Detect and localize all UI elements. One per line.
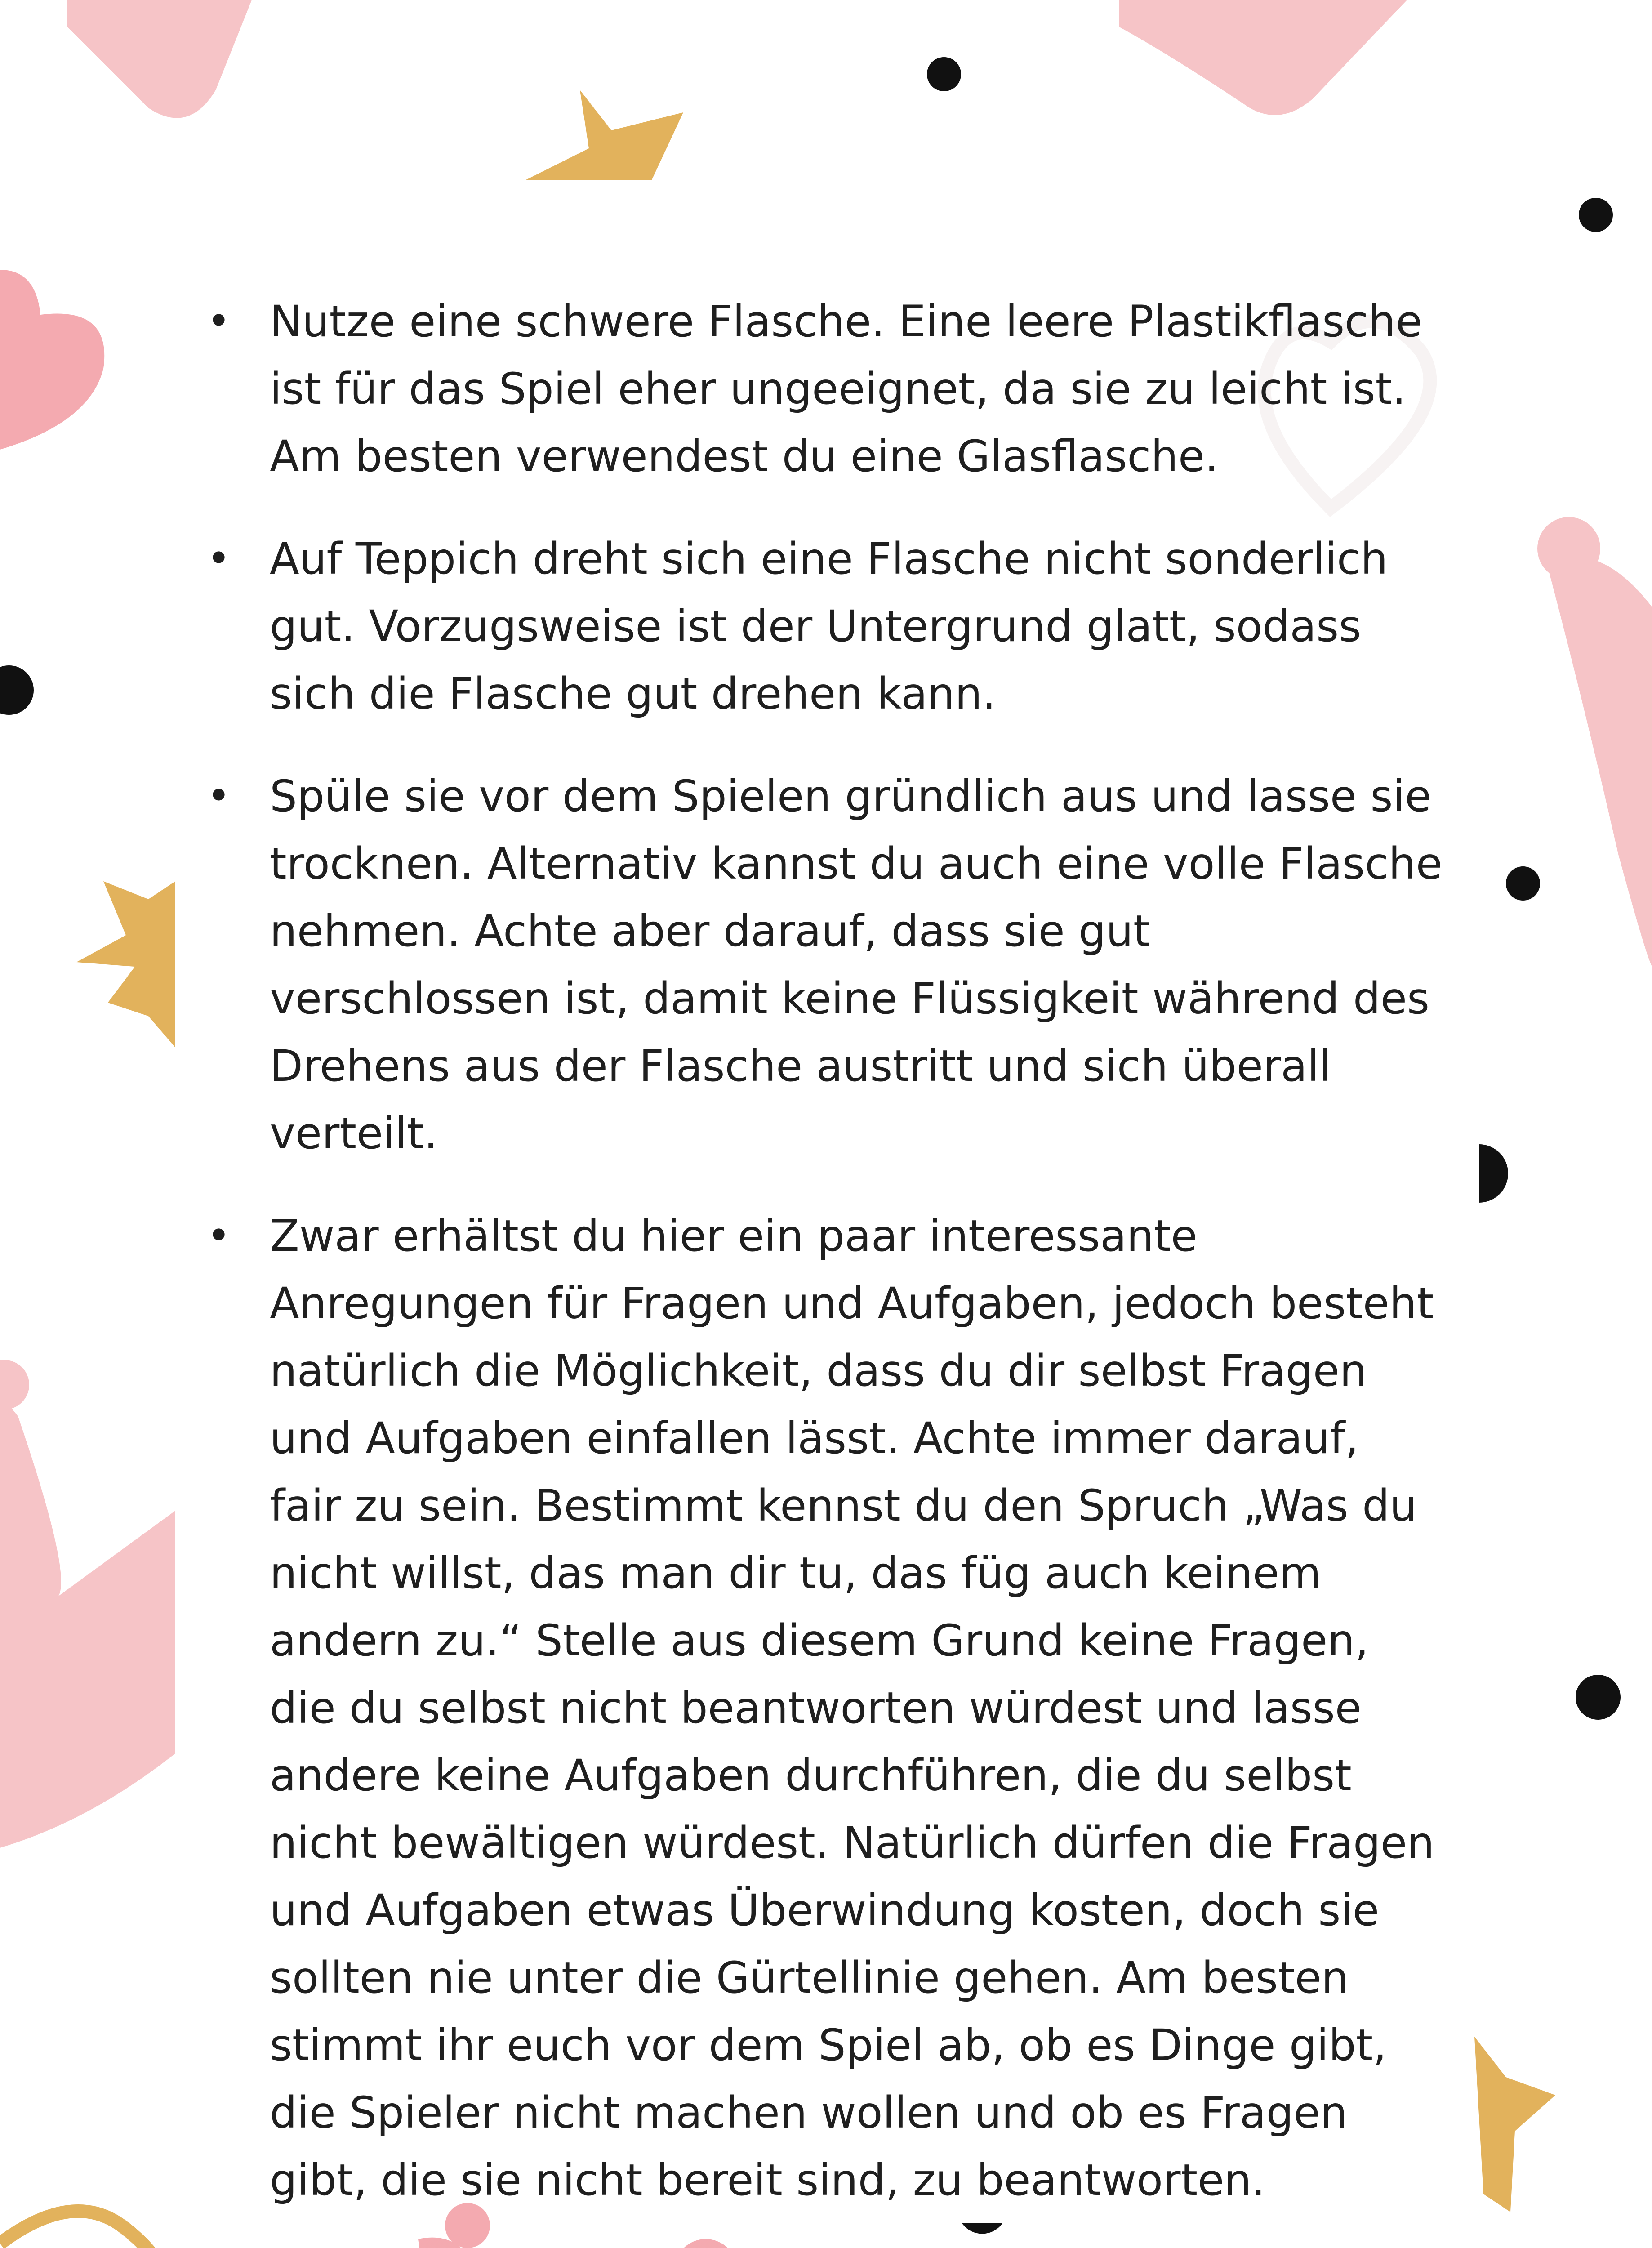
bullet-item (193, 1202, 1443, 2214)
star-icon (526, 90, 683, 180)
dot (1579, 198, 1613, 232)
bullet-text: Zwar erhältst du hier ein paar interessante Anregungen für Fragen und Aufgaben, jedoch besteht natürlich die Möglichkeit, dass du dir selbst Fragen und Aufgaben einfallen lässt. Achte immer darauf, fair zu sein. Bestimmt kennst du den Spruch „Was du nicht willst, das man dir tu, das füg auch keinem andern zu.“ Stelle aus diesem Grund keine Fragen, die du selbst nicht beantworten würdest und lasse andere keine Aufgaben durchführen, die du selbst nicht bewältigen würdest. Natürlich dürfen die Fragen und Aufgaben etwas Überwindung kosten, doch sie sollten nie unter die Gürtellinie gehen. Am besten stimmt ihr euch vor dem Spiel ab, ob es Dinge gibt, die Spieler nicht machen wollen und ob es Fragen gibt, die sie nicht bereit sind, zu beantworten. (270, 1211, 1434, 2205)
bullet-symbol: • (207, 298, 231, 345)
bullet-item (193, 288, 1443, 490)
bullet-item (193, 763, 1443, 1167)
bullet-symbol: • (207, 1212, 231, 1259)
heart-icon (0, 270, 104, 450)
crown-icon (0, 1394, 175, 1848)
crown-icon (67, 0, 252, 118)
dot (0, 665, 34, 715)
bullet-text: Auf Teppich dreht sich eine Flasche nicht sonderlich gut. Vorzugsweise ist der Untergrund glatt, sodass sich die Flasche gut drehen kann. (270, 534, 1388, 719)
bullet-list (193, 288, 1443, 2214)
crown-ball (0, 1360, 29, 1409)
star-icon (76, 881, 175, 1048)
dot (927, 57, 961, 91)
dot (1576, 1675, 1621, 1720)
text-block (193, 288, 1443, 2248)
dot (1506, 866, 1540, 901)
dot (1479, 1144, 1508, 1203)
crown-ball (1537, 517, 1600, 580)
bullet-text: Nutze eine schwere Flasche. Eine leere Plastikflasche ist für das Spiel eher ungeeignet, da sie zu leicht ist. Am besten verwendest du eine Glasflasche. (270, 296, 1422, 482)
bullet-symbol: • (207, 535, 231, 582)
bullet-item (193, 525, 1443, 727)
bullet-symbol: • (207, 772, 231, 820)
heart-outline-icon (0, 2211, 174, 2248)
crown-icon (1546, 557, 1652, 967)
star-icon (1474, 2037, 1555, 2212)
bullet-text: Spüle sie vor dem Spielen gründlich aus und lasse sie trocknen. Alternativ kannst du auch eine volle Flasche nehmen. Achte aber darauf, dass sie gut verschlossen ist, damit keine Flüssigkeit während des Drehens aus der Flasche austritt und sich überall verteilt. (270, 771, 1443, 1159)
crown-icon (1119, 0, 1407, 115)
